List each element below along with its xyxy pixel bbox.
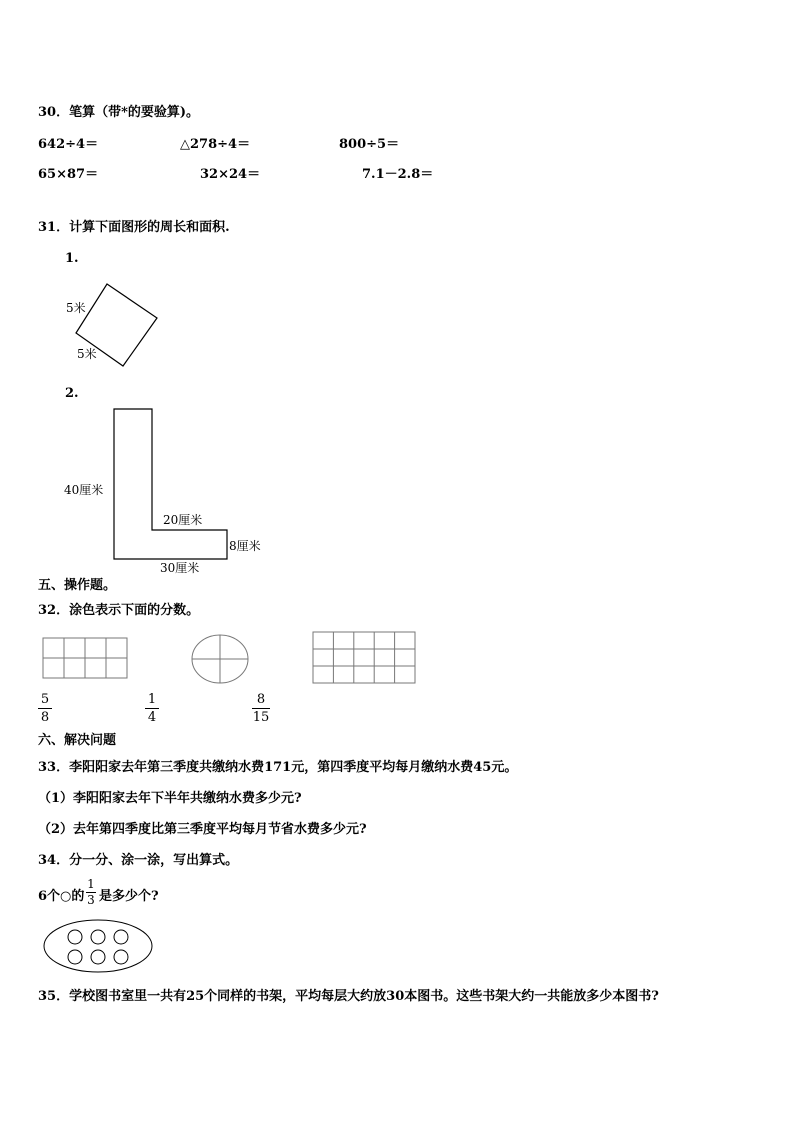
- q31-fig2-right: 8厘米: [229, 539, 261, 553]
- q30-title: 30．笔算（带*的要验算)。: [38, 105, 200, 120]
- small-circle-icon: [91, 930, 105, 944]
- section6-heading: 六、解决问题: [38, 733, 117, 748]
- q31-fig1-label: 1.: [65, 251, 79, 266]
- section5-heading: 五、操作题。: [38, 578, 117, 593]
- q30-expr-2: △278÷4＝: [180, 137, 251, 152]
- q30-expr-6: 7.1－2.8＝: [362, 167, 434, 182]
- grid-2x4: [43, 638, 127, 678]
- q34-fraction-num: 1: [87, 877, 95, 891]
- q32-fraction-2-num: 1: [147, 692, 157, 707]
- q31-fig2-inner: 20厘米: [163, 513, 203, 527]
- circle-quarters: [192, 635, 248, 683]
- q30-expr-1: 642÷4＝: [38, 137, 99, 152]
- oval-with-circles: [44, 920, 152, 972]
- small-circle-icon: [68, 930, 82, 944]
- q32-fraction-1-num: 5: [40, 692, 50, 707]
- q34-fraction-den: 3: [87, 893, 95, 907]
- small-circle-icon: [68, 950, 82, 964]
- q31-title: 31．计算下面图形的周长和面积.: [38, 220, 230, 235]
- q35-title: 35．学校图书室里一共有25个同样的书架，平均每层大约放30本图书。这些书架大约一共能放多少本图书?: [38, 989, 659, 1004]
- q32-title: 32．涂色表示下面的分数。: [38, 603, 200, 618]
- q32-fraction-3-den: 15: [252, 710, 270, 725]
- q33-sub1: （1）李阳阳家去年下半年共缴纳水费多少元?: [38, 791, 302, 806]
- q31-fig1-side-b: 5米: [77, 347, 97, 361]
- q31-fig1-side-a: 5米: [66, 301, 86, 315]
- q30-expr-5: 32×24＝: [200, 167, 261, 182]
- q30-expr-3: 800÷5＝: [339, 137, 400, 152]
- q32-fraction-1-den: 8: [40, 710, 50, 725]
- q34-question-pre: 6个○的: [38, 889, 85, 904]
- q34-question-post: 是多少个?: [99, 889, 159, 904]
- l-shape: [114, 409, 227, 559]
- small-circle-icon: [114, 930, 128, 944]
- small-circle-icon: [91, 950, 105, 964]
- rotated-square-shape: [76, 284, 157, 366]
- grid-3x5: [313, 632, 415, 683]
- q31-fig2-label: 2.: [65, 386, 79, 401]
- q34-title: 34．分一分、涂一涂，写出算式。: [38, 853, 239, 868]
- q33-sub2: （2）去年第四季度比第三季度平均每月节省水费多少元?: [38, 822, 367, 837]
- q30-expr-4: 65×87＝: [38, 167, 99, 182]
- q32-fraction-2-den: 4: [147, 710, 157, 725]
- q31-fig2-height: 40厘米: [64, 483, 104, 497]
- q33-title: 33．李阳阳家去年第三季度共缴纳水费171元，第四季度平均每月缴纳水费45元。: [38, 760, 518, 775]
- small-circle-icon: [114, 950, 128, 964]
- q31-fig2-bottom: 30厘米: [160, 561, 200, 575]
- q32-fraction-3-num: 8: [256, 692, 266, 707]
